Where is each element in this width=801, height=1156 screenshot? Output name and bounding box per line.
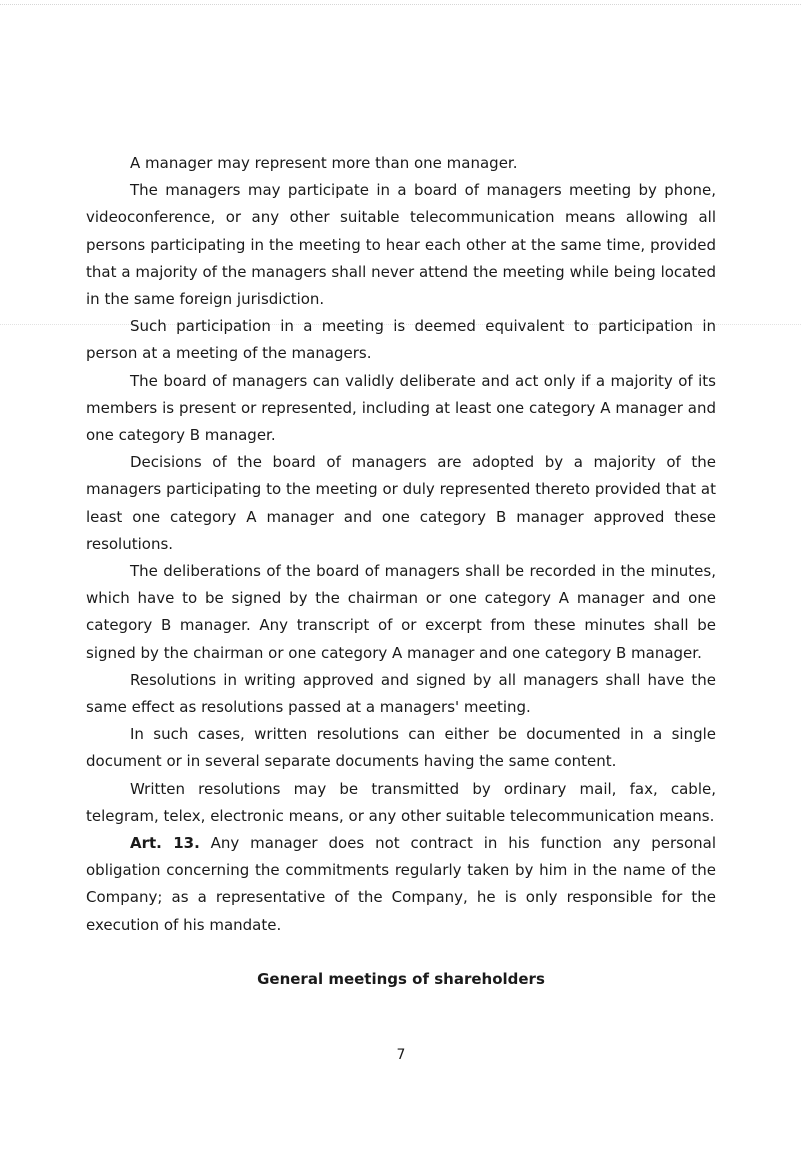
paragraph: Such participation in a meeting is deemed equivalent to participation in person at a meeting of the managers.: [86, 317, 716, 363]
paragraph: Resolutions in writing approved and signed by all managers shall have the same effect as resolutions passed at a managers' meeting.: [86, 670, 716, 717]
section-heading: General meetings of shareholders: [257, 970, 545, 988]
article-text: Any manager does not contract in his function any personal obligation concerning the commitments regularly taken by him in the name of the Company; as a representative of the Company, he is only responsible for the execution of his mandate.: [86, 834, 716, 934]
article-paragraph: [86, 830, 716, 939]
scan-artifact-line: [0, 4, 801, 5]
paragraph: The deliberations of the board of managers shall be recorded in the minutes, which have to be signed by the chairman or one category A manager and one category B manager. Any transcript of or excerpt from these minutes shall be signed by the chairman or one category A manager and one category B manager.: [86, 562, 716, 662]
paragraph: In such cases, written resolutions can either be documented in a single document or in several separate documents having the same content.: [86, 725, 716, 771]
paragraph: A manager may represent more than one manager.: [130, 154, 518, 172]
paragraph: The managers may participate in a board of managers meeting by phone, videoconference, or any other suitable telecommunication means allowing all persons participating in the meeting to hear each other at the same time, provided that a majority of the managers shall never attend the meeting while being located in the same foreign jurisdiction.: [86, 181, 716, 309]
paragraph: Written resolutions may be transmitted by ordinary mail, fax, cable, telegram, telex, electronic means, or any other suitable telecommunication means.: [86, 779, 716, 825]
article-label: Art. 13.: [130, 834, 200, 853]
paragraph: The board of managers can validly deliberate and act only if a majority of its members is present or represented, including at least one category A manager and one category B manager.: [86, 371, 716, 445]
paragraph: Decisions of the board of managers are adopted by a majority of the managers participating to the meeting or duly represented thereto provided that at least one category A manager and one category B manager approved these resolutions.: [86, 453, 716, 553]
page-number: 7: [396, 1047, 406, 1063]
document-body: [86, 150, 716, 939]
